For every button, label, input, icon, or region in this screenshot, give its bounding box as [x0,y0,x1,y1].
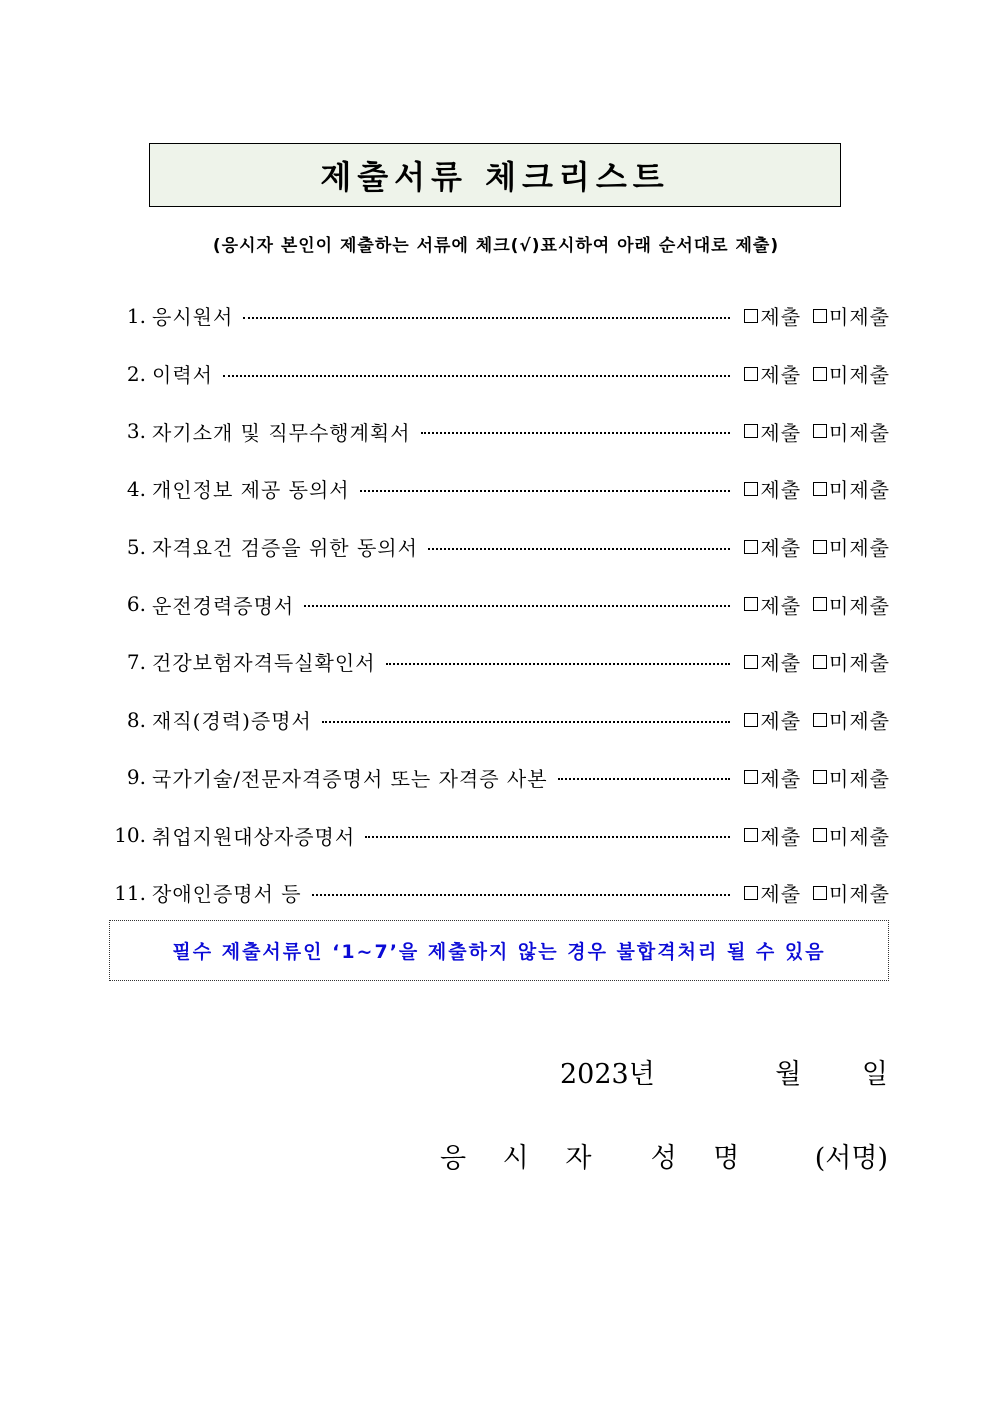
dotted-leader [304,605,730,607]
dotted-leader [223,375,730,377]
checklist-row [100,749,890,807]
item-label: 응시원서 [152,305,234,330]
notice-text: 필수 제출서류인 ‘1~7’을 제출하지 않는 경우 불합격처리 될 수 있음 [172,941,826,963]
not-submitted-option[interactable] [813,763,890,792]
submitted-option[interactable] [744,647,801,676]
page-subtitle: (응시자 본인이 제출하는 서류에 체크(√)표시하여 아래 순서대로 제출) [212,236,780,256]
dotted-leader [312,894,731,896]
submitted-option[interactable] [744,417,801,446]
submitted-label: 제출 [760,709,802,734]
item-label: 이력서 [152,363,213,388]
submitted-checkbox[interactable] [744,424,758,438]
submitted-checkbox[interactable] [744,886,758,900]
not-submitted-option[interactable] [813,474,890,503]
dotted-leader [558,778,731,780]
not-submitted-label: 미제출 [829,363,890,388]
not-submitted-checkbox[interactable] [813,424,827,438]
not-submitted-checkbox[interactable] [813,713,827,727]
notice-box [109,920,889,981]
submitted-option[interactable] [744,763,801,792]
not-submitted-checkbox[interactable] [813,367,827,381]
submitted-checkbox[interactable] [744,597,758,611]
item-label: 건강보험자격득실확인서 [152,651,376,676]
not-submitted-checkbox[interactable] [813,828,827,842]
submitted-option[interactable] [744,878,801,907]
not-submitted-label: 미제출 [829,593,890,618]
checklist-row [100,575,890,633]
not-submitted-checkbox[interactable] [813,482,827,496]
not-submitted-label: 미제출 [829,478,890,503]
item-label: 운전경력증명서 [152,593,295,618]
submitted-checkbox[interactable] [744,655,758,669]
dotted-leader [360,490,731,492]
not-submitted-checkbox[interactable] [813,886,827,900]
item-number: 8. [126,707,146,732]
checklist-row [100,691,890,749]
item-number: 10. [114,823,146,848]
item-label: 개인정보 제공 동의서 [152,478,350,503]
item-label: 국가기술/전문자격증명서 또는 자격증 사본 [152,766,548,791]
not-submitted-checkbox[interactable] [813,540,827,554]
not-submitted-label: 미제출 [829,824,890,849]
submitted-checkbox[interactable] [744,367,758,381]
not-submitted-label: 미제출 [829,536,890,561]
submitted-checkbox[interactable] [744,309,758,323]
checklist-row [100,287,890,345]
not-submitted-checkbox[interactable] [813,309,827,323]
submitted-checkbox[interactable] [744,540,758,554]
submitted-option[interactable] [744,532,801,561]
checklist-row [100,633,890,691]
item-number: 4. [126,476,146,501]
item-number: 6. [126,592,146,617]
date-day: 일 [861,1059,888,1090]
not-submitted-option[interactable] [813,821,890,850]
item-number: 11. [114,880,146,905]
submitted-label: 제출 [760,478,802,503]
date-year: 2023년 [560,1059,655,1090]
submitted-checkbox[interactable] [744,713,758,727]
not-submitted-label: 미제출 [829,709,890,734]
not-submitted-option[interactable] [813,532,890,561]
signature-line [440,1136,888,1175]
item-number: 7. [126,649,146,674]
checklist-row [100,864,890,922]
sign-label: (서명) [814,1143,888,1174]
dotted-leader [386,663,731,665]
submitted-label: 제출 [760,363,802,388]
dotted-leader [365,836,730,838]
checklist-row [100,345,890,403]
not-submitted-checkbox[interactable] [813,655,827,669]
item-label: 자기소개 및 직무수행계획서 [152,420,411,445]
not-submitted-option[interactable] [813,590,890,619]
checklist-row [100,460,890,518]
submitted-option[interactable] [744,821,801,850]
submitted-option[interactable] [744,301,801,330]
submitted-option[interactable] [744,705,801,734]
item-label: 취업지원대상자증명서 [152,824,356,849]
submitted-checkbox[interactable] [744,828,758,842]
submitted-label: 제출 [760,593,802,618]
item-label: 자격요건 검증을 위한 동의서 [152,536,418,561]
not-submitted-label: 미제출 [829,305,890,330]
not-submitted-option[interactable] [813,647,890,676]
submitted-option[interactable] [744,359,801,388]
item-label: 재직(경력)증명서 [152,709,312,734]
not-submitted-option[interactable] [813,417,890,446]
item-number: 5. [126,534,146,559]
dotted-leader [243,317,730,319]
submitted-label: 제출 [760,420,802,445]
item-number: 3. [126,419,146,444]
not-submitted-checkbox[interactable] [813,770,827,784]
date-line [560,1052,888,1091]
submitted-checkbox[interactable] [744,482,758,496]
not-submitted-label: 미제출 [829,651,890,676]
title-box [149,143,841,207]
submitted-label: 제출 [760,824,802,849]
not-submitted-option[interactable] [813,878,890,907]
submitted-label: 제출 [760,766,802,791]
not-submitted-label: 미제출 [829,882,890,907]
submitted-option[interactable] [744,590,801,619]
dotted-leader [421,432,731,434]
submitted-label: 제출 [760,651,802,676]
not-submitted-option[interactable] [813,705,890,734]
submitted-label: 제출 [760,882,802,907]
not-submitted-label: 미제출 [829,420,890,445]
submitted-option[interactable] [744,474,801,503]
item-label: 장애인증명서 등 [152,882,302,907]
not-submitted-label: 미제출 [829,766,890,791]
not-submitted-checkbox[interactable] [813,597,827,611]
item-number: 1. [126,303,146,328]
date-month: 월 [775,1059,802,1090]
not-submitted-option[interactable] [813,359,890,388]
item-number: 9. [126,765,146,790]
checklist-row [100,402,890,460]
applicant-name-label: 응 시 자 성 명 [440,1143,754,1174]
page-title: 제출서류 체크리스트 [320,158,670,196]
submitted-checkbox[interactable] [744,770,758,784]
checklist-row [100,806,890,864]
dotted-leader [428,548,730,550]
submitted-label: 제출 [760,305,802,330]
submitted-label: 제출 [760,536,802,561]
not-submitted-option[interactable] [813,301,890,330]
dotted-leader [322,721,731,723]
item-number: 2. [126,361,146,386]
checklist-row [100,518,890,576]
checklist [100,287,890,922]
